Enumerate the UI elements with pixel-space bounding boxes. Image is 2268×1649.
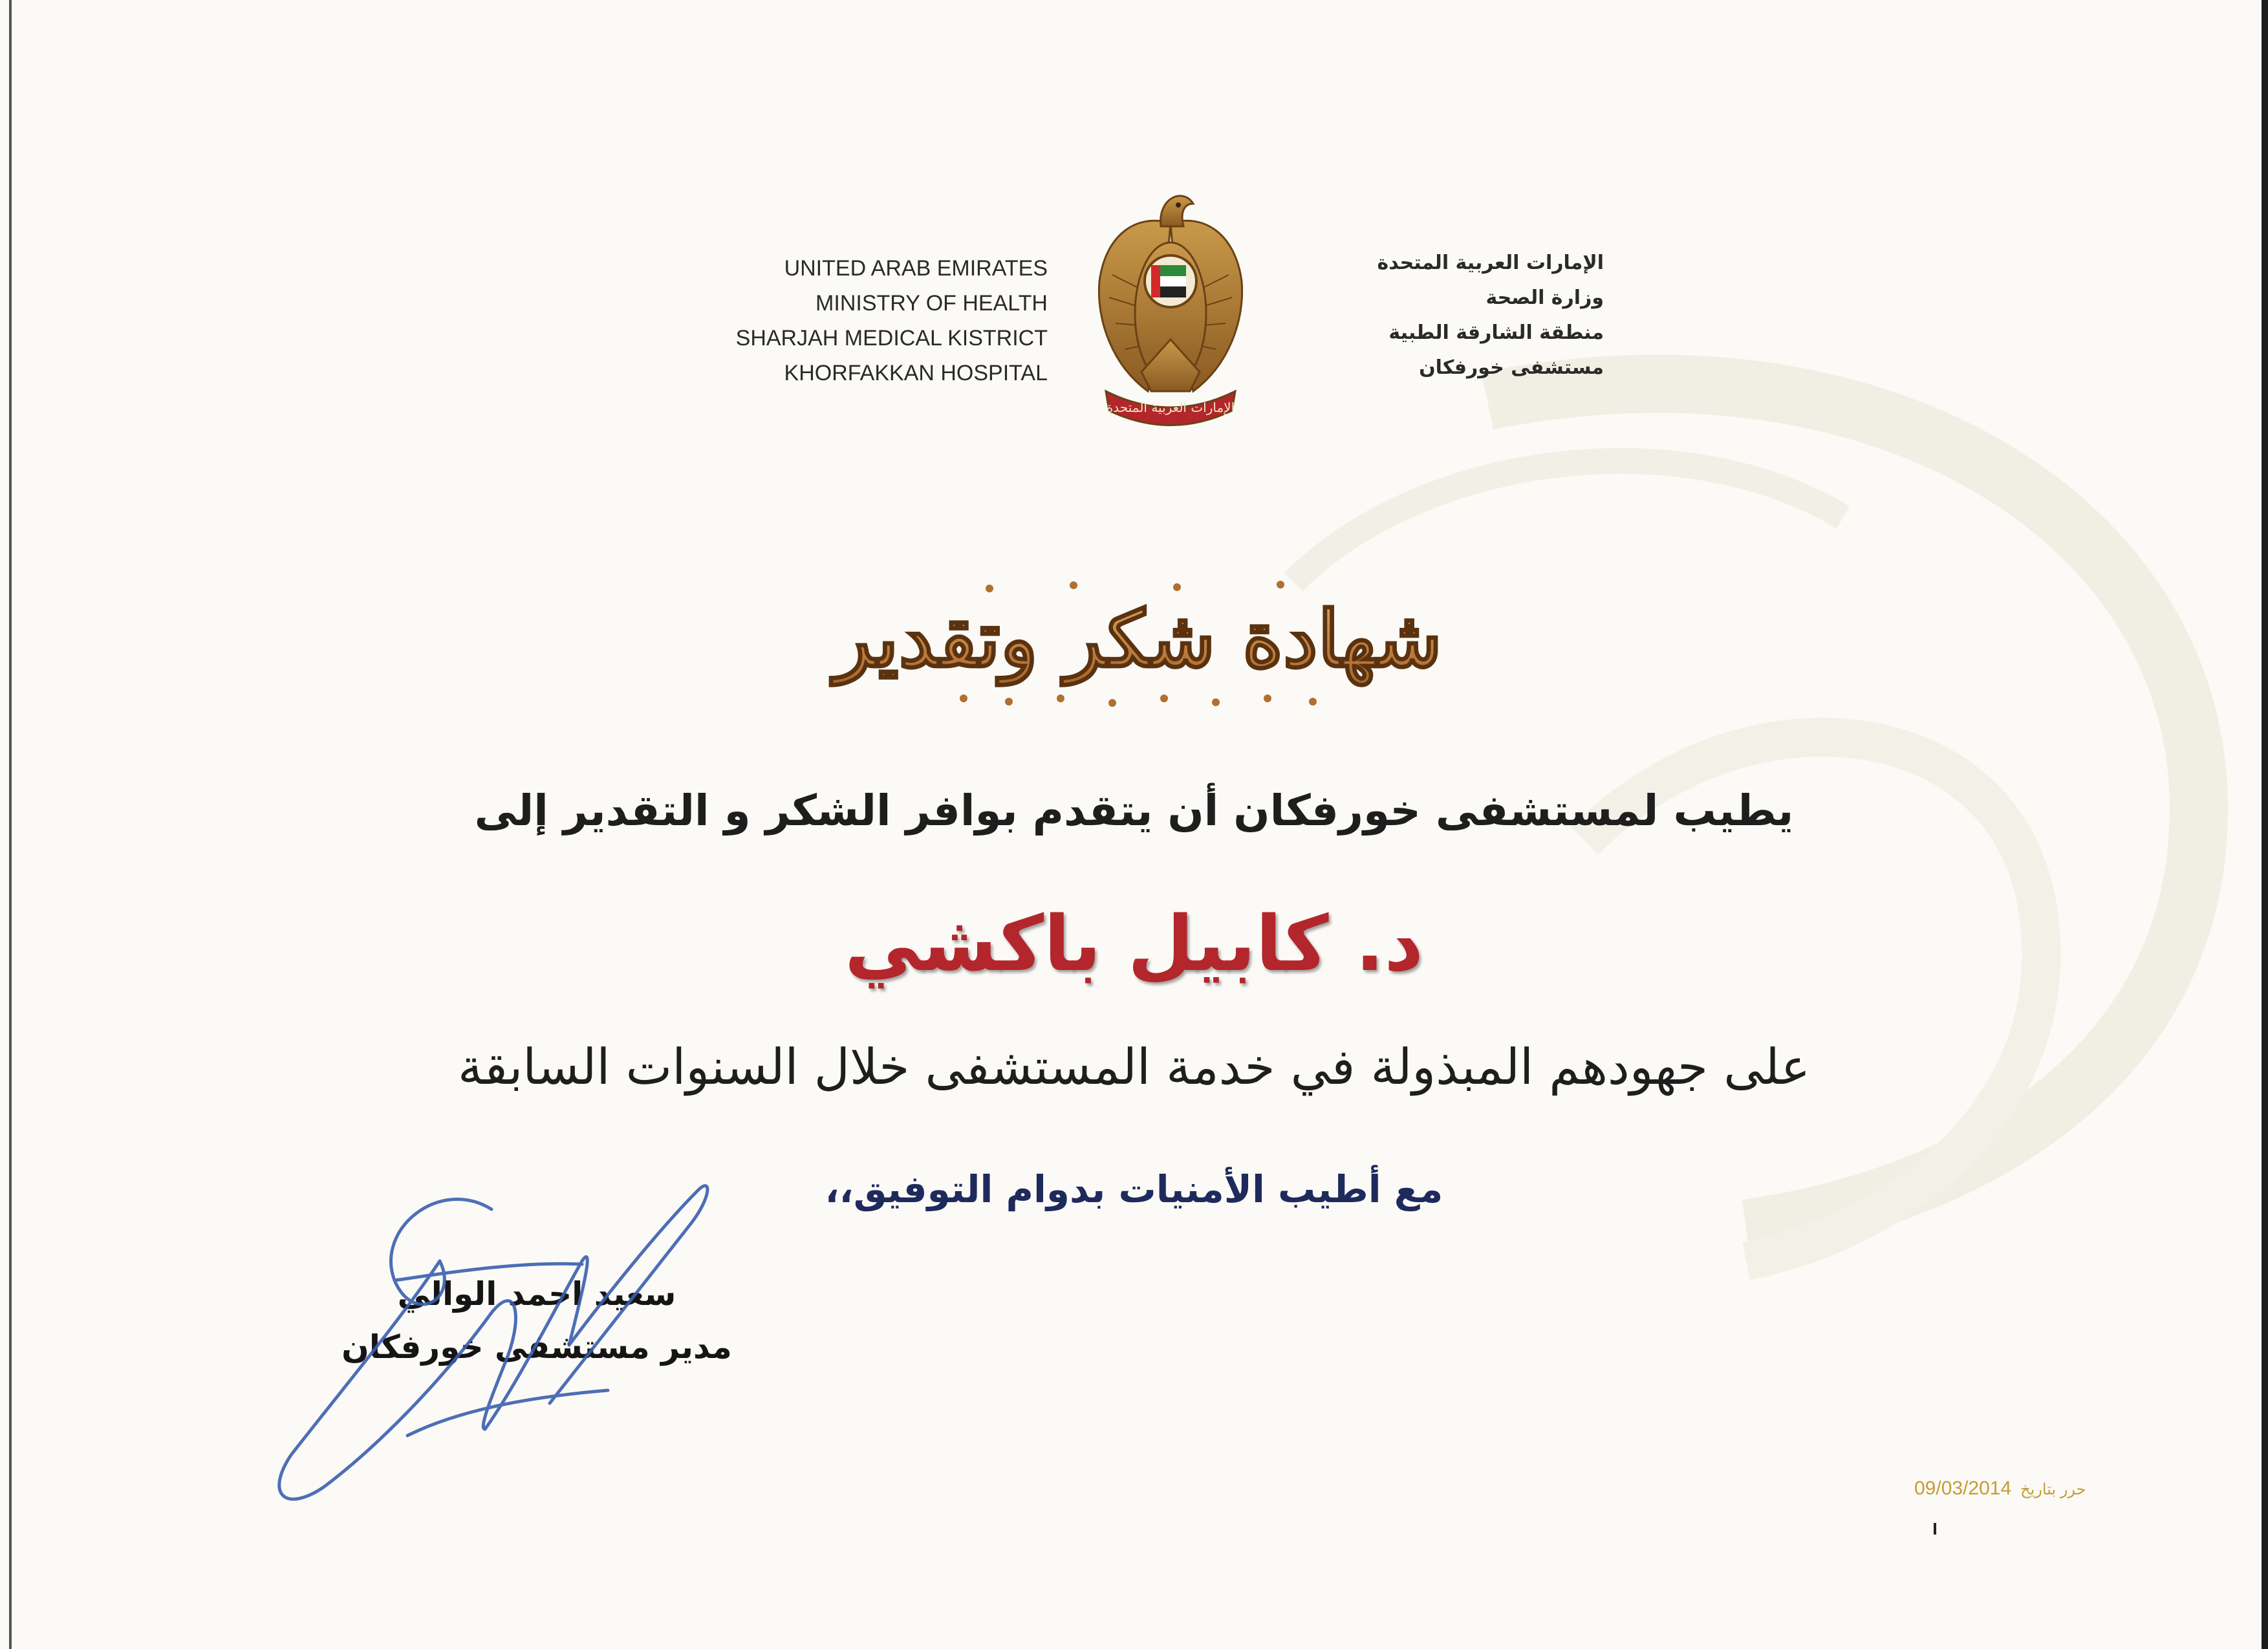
header-en-line: SHARJAH MEDICAL KISTRICT — [735, 326, 1048, 350]
header-arabic — [1268, 246, 1604, 385]
header-en-line: KHORFAKKAN HOSPITAL — [784, 361, 1048, 385]
recipient-name: د. كابيل باكشي — [845, 899, 1423, 988]
header-en-line: MINISTRY OF HEALTH — [815, 291, 1048, 316]
efforts-line: على جهودهم المبذولة في خدمة المستشفى خلال السنوات السابقة — [457, 1038, 1811, 1095]
certificate-title-text: شهادة شكر وتقدير — [834, 594, 1442, 685]
header-ar-line: الإمارات العربية المتحدة — [1377, 252, 1604, 274]
header-english — [692, 251, 1048, 391]
emblem-scroll-text: الإمارات العربية المتحدة — [1106, 400, 1235, 415]
scan-mark — [1934, 1523, 1936, 1535]
header-ar-line: وزارة الصحة — [1485, 286, 1604, 309]
signer-title: مدير مستشفى خورفكان — [341, 1328, 732, 1366]
header-ar-line: مستشفى خورفكان — [1419, 356, 1604, 379]
handwritten-signature — [246, 1151, 828, 1552]
issued-label: حرر بتاريخ — [2020, 1481, 2086, 1498]
issued-date-value: 09/03/2014 — [1914, 1478, 2012, 1499]
intro-line: يطيب لمستشفى خورفكان أن يتقدم بوافر الشكر و التقدير إلى — [474, 786, 1794, 835]
uae-eagle-emblem-icon — [1086, 178, 1255, 427]
issued-date — [1914, 1478, 2173, 1500]
signer-name: سعيد احمد الوالي — [397, 1275, 676, 1313]
header-en-line: UNITED ARAB EMIRATES — [784, 256, 1048, 281]
wishes-line: مع أطيب الأمنيات بدوام التوفيق،، — [825, 1167, 1443, 1211]
header-ar-line: منطقة الشارقة الطبية — [1388, 321, 1604, 344]
certificate-title — [834, 569, 1442, 718]
